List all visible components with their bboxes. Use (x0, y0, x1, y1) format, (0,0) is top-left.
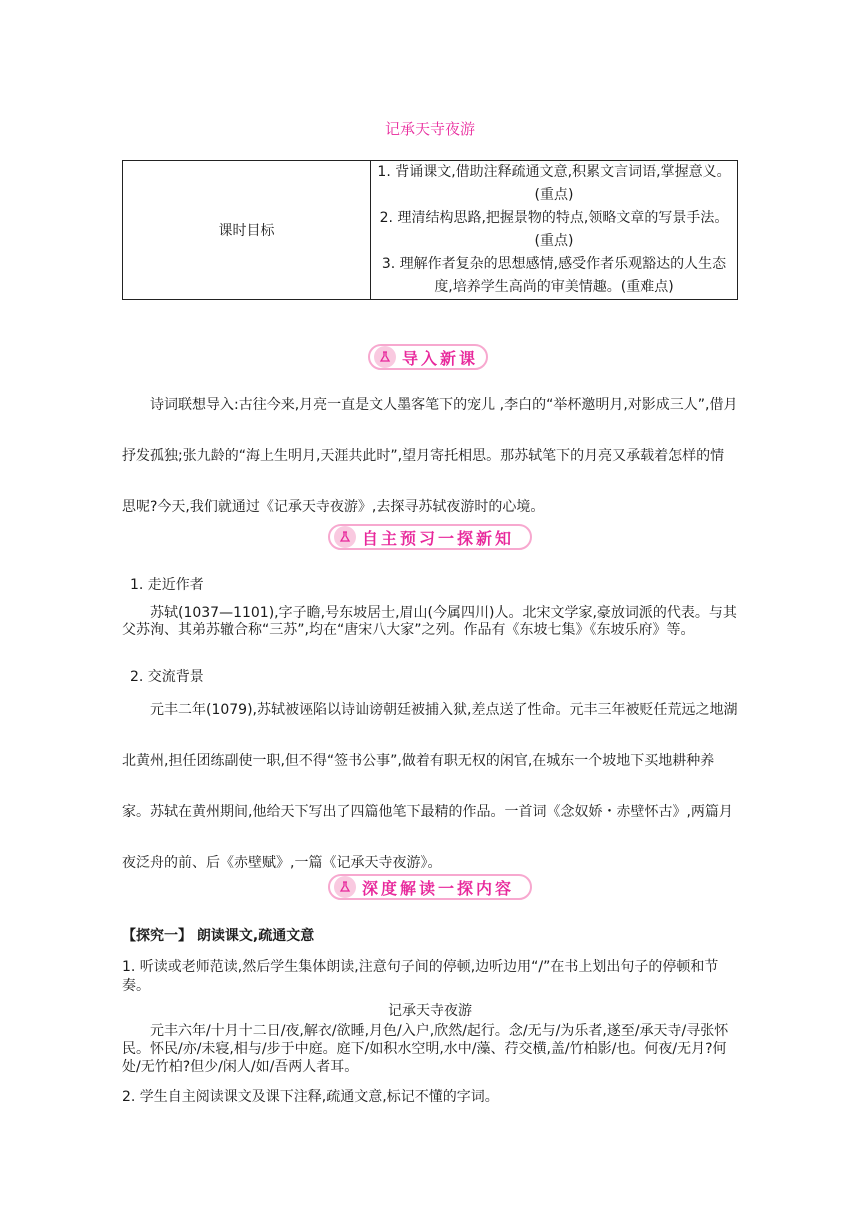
banner-title: 深度解读一探内容 (362, 878, 515, 898)
section-banner-intro (368, 344, 488, 370)
background-paragraph: 元丰二年(1079),苏轼被诬陷以诗讪谤朝廷被捕入狱,差点送了性命。元丰三年被贬任荒远之地湖北黄州,担任团练副使一职,但不得“签书公事”,做着有职无权的闲官,在城东一个坡地下买地耕种养家。苏轼在黄州期间,他给天下写出了四篇他笔下最精的作品。一首词《念奴娇・赤壁怀古》,两篇月夜泛舟的前、后《赤壁赋》,一篇《记承天寺夜游》。 (122, 702, 738, 871)
goals-label: 课时目标 (123, 161, 371, 300)
explore-heading: 【探究一】 朗读课文,疏通文意 (122, 928, 315, 944)
section-banner-preview (328, 524, 532, 550)
flask-icon (334, 876, 356, 898)
step-1: 1. 听读或老师范读,然后学生集体朗读,注意句子间的停顿,边听边用“/”在书上划出句子的停顿和节奏。 (122, 959, 719, 994)
step-2: 2. 学生自主阅读课文及课下注释,疏通文意,标记不懂的字词。 (122, 1089, 499, 1105)
subheading-author: 1. 走近作者 (130, 577, 204, 593)
poem-title: 记承天寺夜游 (388, 1003, 472, 1019)
flask-icon (374, 346, 396, 368)
subheading-background: 2. 交流背景 (130, 669, 204, 685)
flask-icon (334, 526, 356, 548)
goal-item: 3. 理解作者复杂的思想感情,感受作者乐观豁达的人生态度,培养学生高尚的审美情趣。(重难点) (381, 256, 727, 295)
page-title: 记承天寺夜游 (384, 120, 475, 138)
banner-title: 自主预习一探新知 (362, 528, 515, 548)
poem-text: 元丰六年/十月十二日/夜,解衣/欲睡,月色/入户,欣然/起行。念/无与/为乐者,遂至/承天寺/寻张怀民。怀民/亦/未寝,相与/步于中庭。庭下/如积水空明,水中/藻、荇交横,盖/竹柏影/也。何夜/无月?何处/无竹柏?但少/闲人/如/吾两人者耳。 (122, 1023, 729, 1075)
goal-item: 2. 理清结构思路,把握景物的特点,领略文章的写景手法。(重点) (379, 210, 729, 249)
lesson-goals-table (122, 160, 738, 300)
goals-list (371, 161, 738, 300)
intro-paragraph: 诗词联想导入:古往今来,月亮一直是文人墨客笔下的宠儿 ,李白的“举杯邀明月,对影成三人”,借月抒发孤独;张九龄的“海上生明月,天涯共此时”,望月寄托相思。那苏轼笔下的月亮又承载着怎样的情思呢?今天,我们就通过《记承天寺夜游》,去探寻苏轼夜游时的心境。 (122, 397, 738, 515)
goal-item: 1. 背诵课文,借助注释疏通文意,积累文言词语,掌握意义。(重点) (377, 164, 731, 203)
banner-title: 导入新课 (402, 348, 479, 368)
author-paragraph: 苏轼(1037—1101),字子瞻,号东坡居士,眉山(今属四川)人。北宋文学家,豪放词派的代表。与其父苏洵、其弟苏辙合称“三苏”,均在“唐宋八大家”之列。作品有《东坡七集》《东坡乐府》等。 (122, 605, 737, 638)
section-banner-reading (328, 874, 532, 900)
